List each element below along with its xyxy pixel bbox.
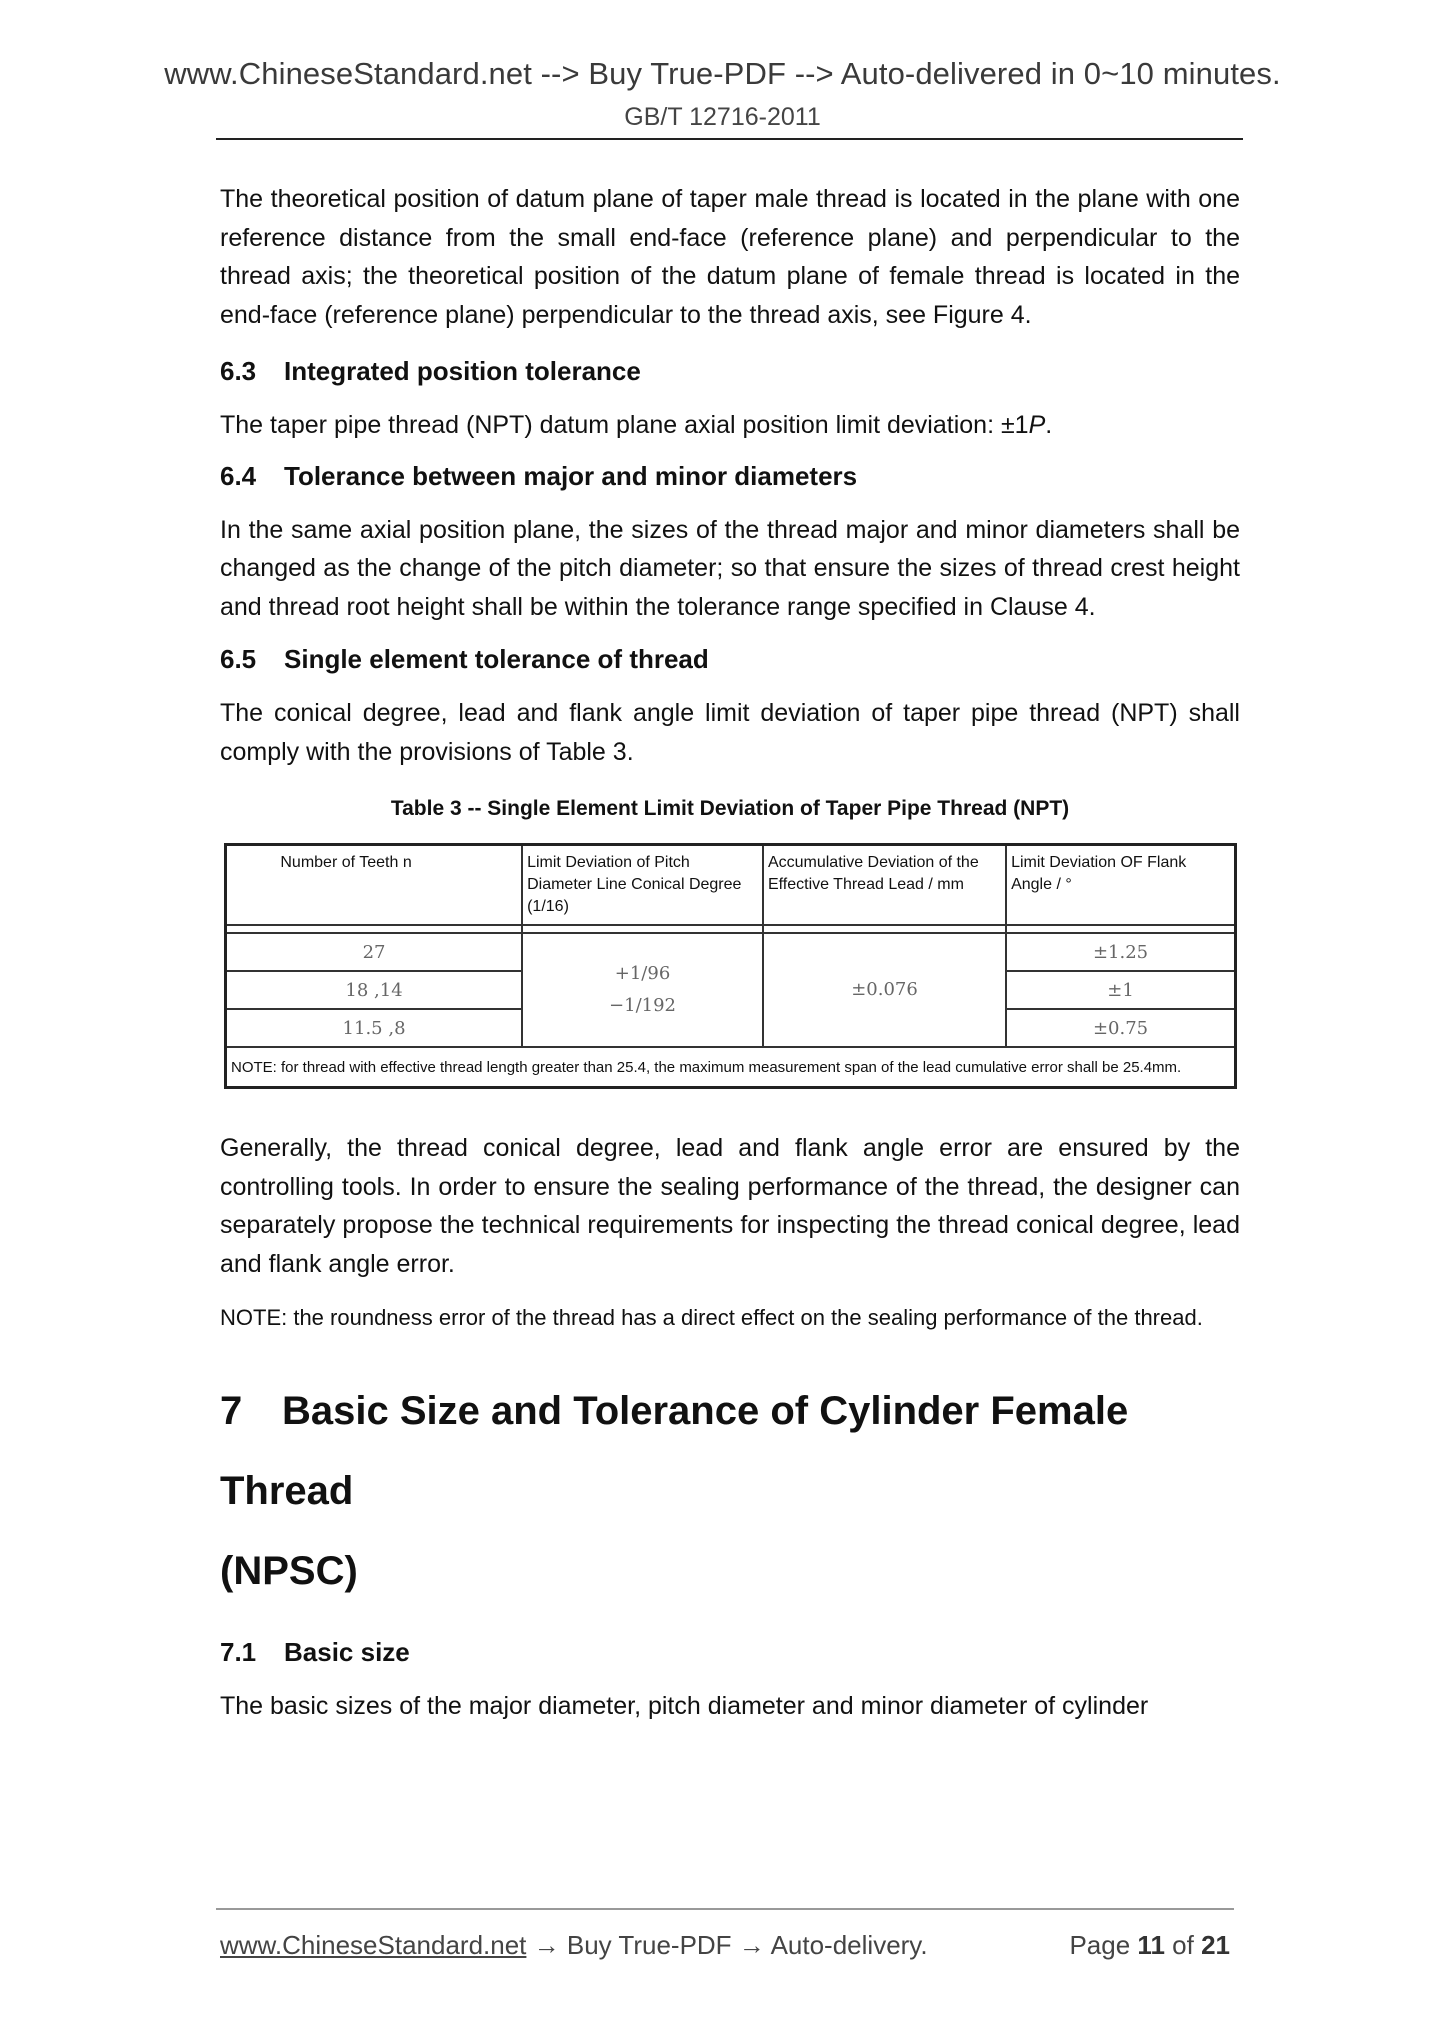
section-7-line1 xyxy=(220,1371,1240,1531)
section-title: Basic size xyxy=(284,1637,410,1667)
flank-cell: ±1 xyxy=(1006,971,1235,1009)
intro-paragraph: The theoretical position of datum plane of taper male thread is located in the plane with one reference distance from the small end-face (reference plane) and perpendicular to the thread axis; the theoretical position of the datum plane of female thread is located in the end-face (reference plane) perpendicular to the thread axis, see Figure 4. xyxy=(220,185,1240,329)
section-6-4-text: In the same axial position plane, the sizes of the thread major and minor diameters shall be changed as the change of the pitch diameter; so that ensure the sizes of thread crest height and thread root height shall be within the tolerance range specified in Clause 4. xyxy=(220,515,1240,621)
flank-cell: ±1.25 xyxy=(1006,933,1235,971)
after-table-paragraph: Generally, the thread conical degree, lead and flank angle error are ensured by the controlling tools. In order to ensure the sealing performance of the thread, the designer can separately propose the technical requirements for inspecting the thread conical degree, lead and flank angle error. xyxy=(220,1134,1240,1278)
italic-symbol: P xyxy=(1028,411,1046,439)
page-label: Page xyxy=(1069,1930,1131,1960)
col-header-conical: Limit Deviation of Pitch Diameter Line Conical Degree (1/16) xyxy=(522,845,763,926)
lead-cell: ±0.076 xyxy=(763,933,1006,1047)
conical-upper: +1/96 xyxy=(614,963,671,984)
footer-tagline: → Buy True-PDF → Auto-delivery. xyxy=(526,1930,928,1960)
section-6-4-heading xyxy=(220,459,1240,493)
section-7-line2: (NPSC) xyxy=(220,1549,358,1593)
footer xyxy=(220,1930,1234,1961)
teeth-cell: 18 ,14 xyxy=(226,971,523,1009)
text-fragment: . xyxy=(1045,411,1053,439)
header-banner: www.ChineseStandard.net --> Buy True-PDF --> Auto-delivered in 0~10 minutes. xyxy=(164,56,1281,91)
section-7-1-text: The basic sizes of the major diameter, pitch diameter and minor diameter of cylinder xyxy=(220,1692,1149,1720)
of-label: of xyxy=(1172,1930,1194,1960)
section-title: Basic Size and Tolerance of Cylinder Female Thread xyxy=(220,1389,1129,1513)
footer-divider xyxy=(216,1908,1234,1910)
standard-number: GB/T 12716-2011 xyxy=(624,103,821,131)
table-note: NOTE: for thread with effective thread length greater than 25.4, the maximum measurement span of the lead cumulative error shall be 25.4mm. xyxy=(226,1047,1236,1088)
header-divider xyxy=(216,138,1243,140)
section-6-5-heading xyxy=(220,642,1240,676)
section-number: 7.1 xyxy=(220,1637,257,1667)
section-6-3-heading xyxy=(220,354,1240,388)
page-number: 11 xyxy=(1137,1930,1165,1960)
text-fragment: The taper pipe thread (NPT) datum plane axial position limit deviation: ±1 xyxy=(220,411,1029,439)
teeth-cell: 11.5 ,8 xyxy=(226,1009,523,1047)
table-spacer-row xyxy=(226,925,1236,933)
flank-cell: ±0.75 xyxy=(1006,1009,1235,1047)
section-title: Tolerance between major and minor diameters xyxy=(284,460,858,491)
section-title: Integrated position tolerance xyxy=(284,356,641,386)
page-total: 21 xyxy=(1201,1930,1230,1960)
col-header-teeth: Number of Teeth n xyxy=(226,845,523,926)
table-note-row xyxy=(226,1047,1236,1088)
section-6-5-text: The conical degree, lead and flank angle limit deviation of taper pipe thread (NPT) shall comply with the provisions of Table 3. xyxy=(220,699,1240,766)
page-indicator xyxy=(1069,1930,1230,1961)
section-7-heading xyxy=(220,1371,1240,1611)
table-3 xyxy=(224,843,1237,1089)
section-number: 7 xyxy=(220,1389,243,1433)
page-content xyxy=(220,180,1240,1726)
col-header-flank: Limit Deviation OF Flank Angle / ° xyxy=(1006,845,1235,926)
table-header-row xyxy=(226,845,1236,926)
table-3-caption: Table 3 -- Single Element Limit Deviation of Taper Pipe Thread (NPT) xyxy=(390,797,1070,820)
teeth-cell: 27 xyxy=(226,933,523,971)
section-6-3-text xyxy=(220,406,1240,445)
section-7-1-heading xyxy=(220,1635,1240,1669)
conical-lower: −1/192 xyxy=(609,995,676,1016)
section-title: Single element tolerance of thread xyxy=(284,644,709,674)
section-number: 6.4 xyxy=(220,460,257,491)
col-header-lead: Accumulative Deviation of the Effective Thread Lead / mm xyxy=(763,845,1006,926)
section-number: 6.3 xyxy=(220,356,257,386)
roundness-note: NOTE: the roundness error of the thread has a direct effect on the sealing performance of the thread. xyxy=(220,1305,1203,1330)
table-row xyxy=(226,933,1236,971)
footer-site-link[interactable]: www.ChineseStandard.net xyxy=(220,1930,527,1960)
conical-cell xyxy=(522,933,763,1047)
section-number: 6.5 xyxy=(220,644,257,674)
